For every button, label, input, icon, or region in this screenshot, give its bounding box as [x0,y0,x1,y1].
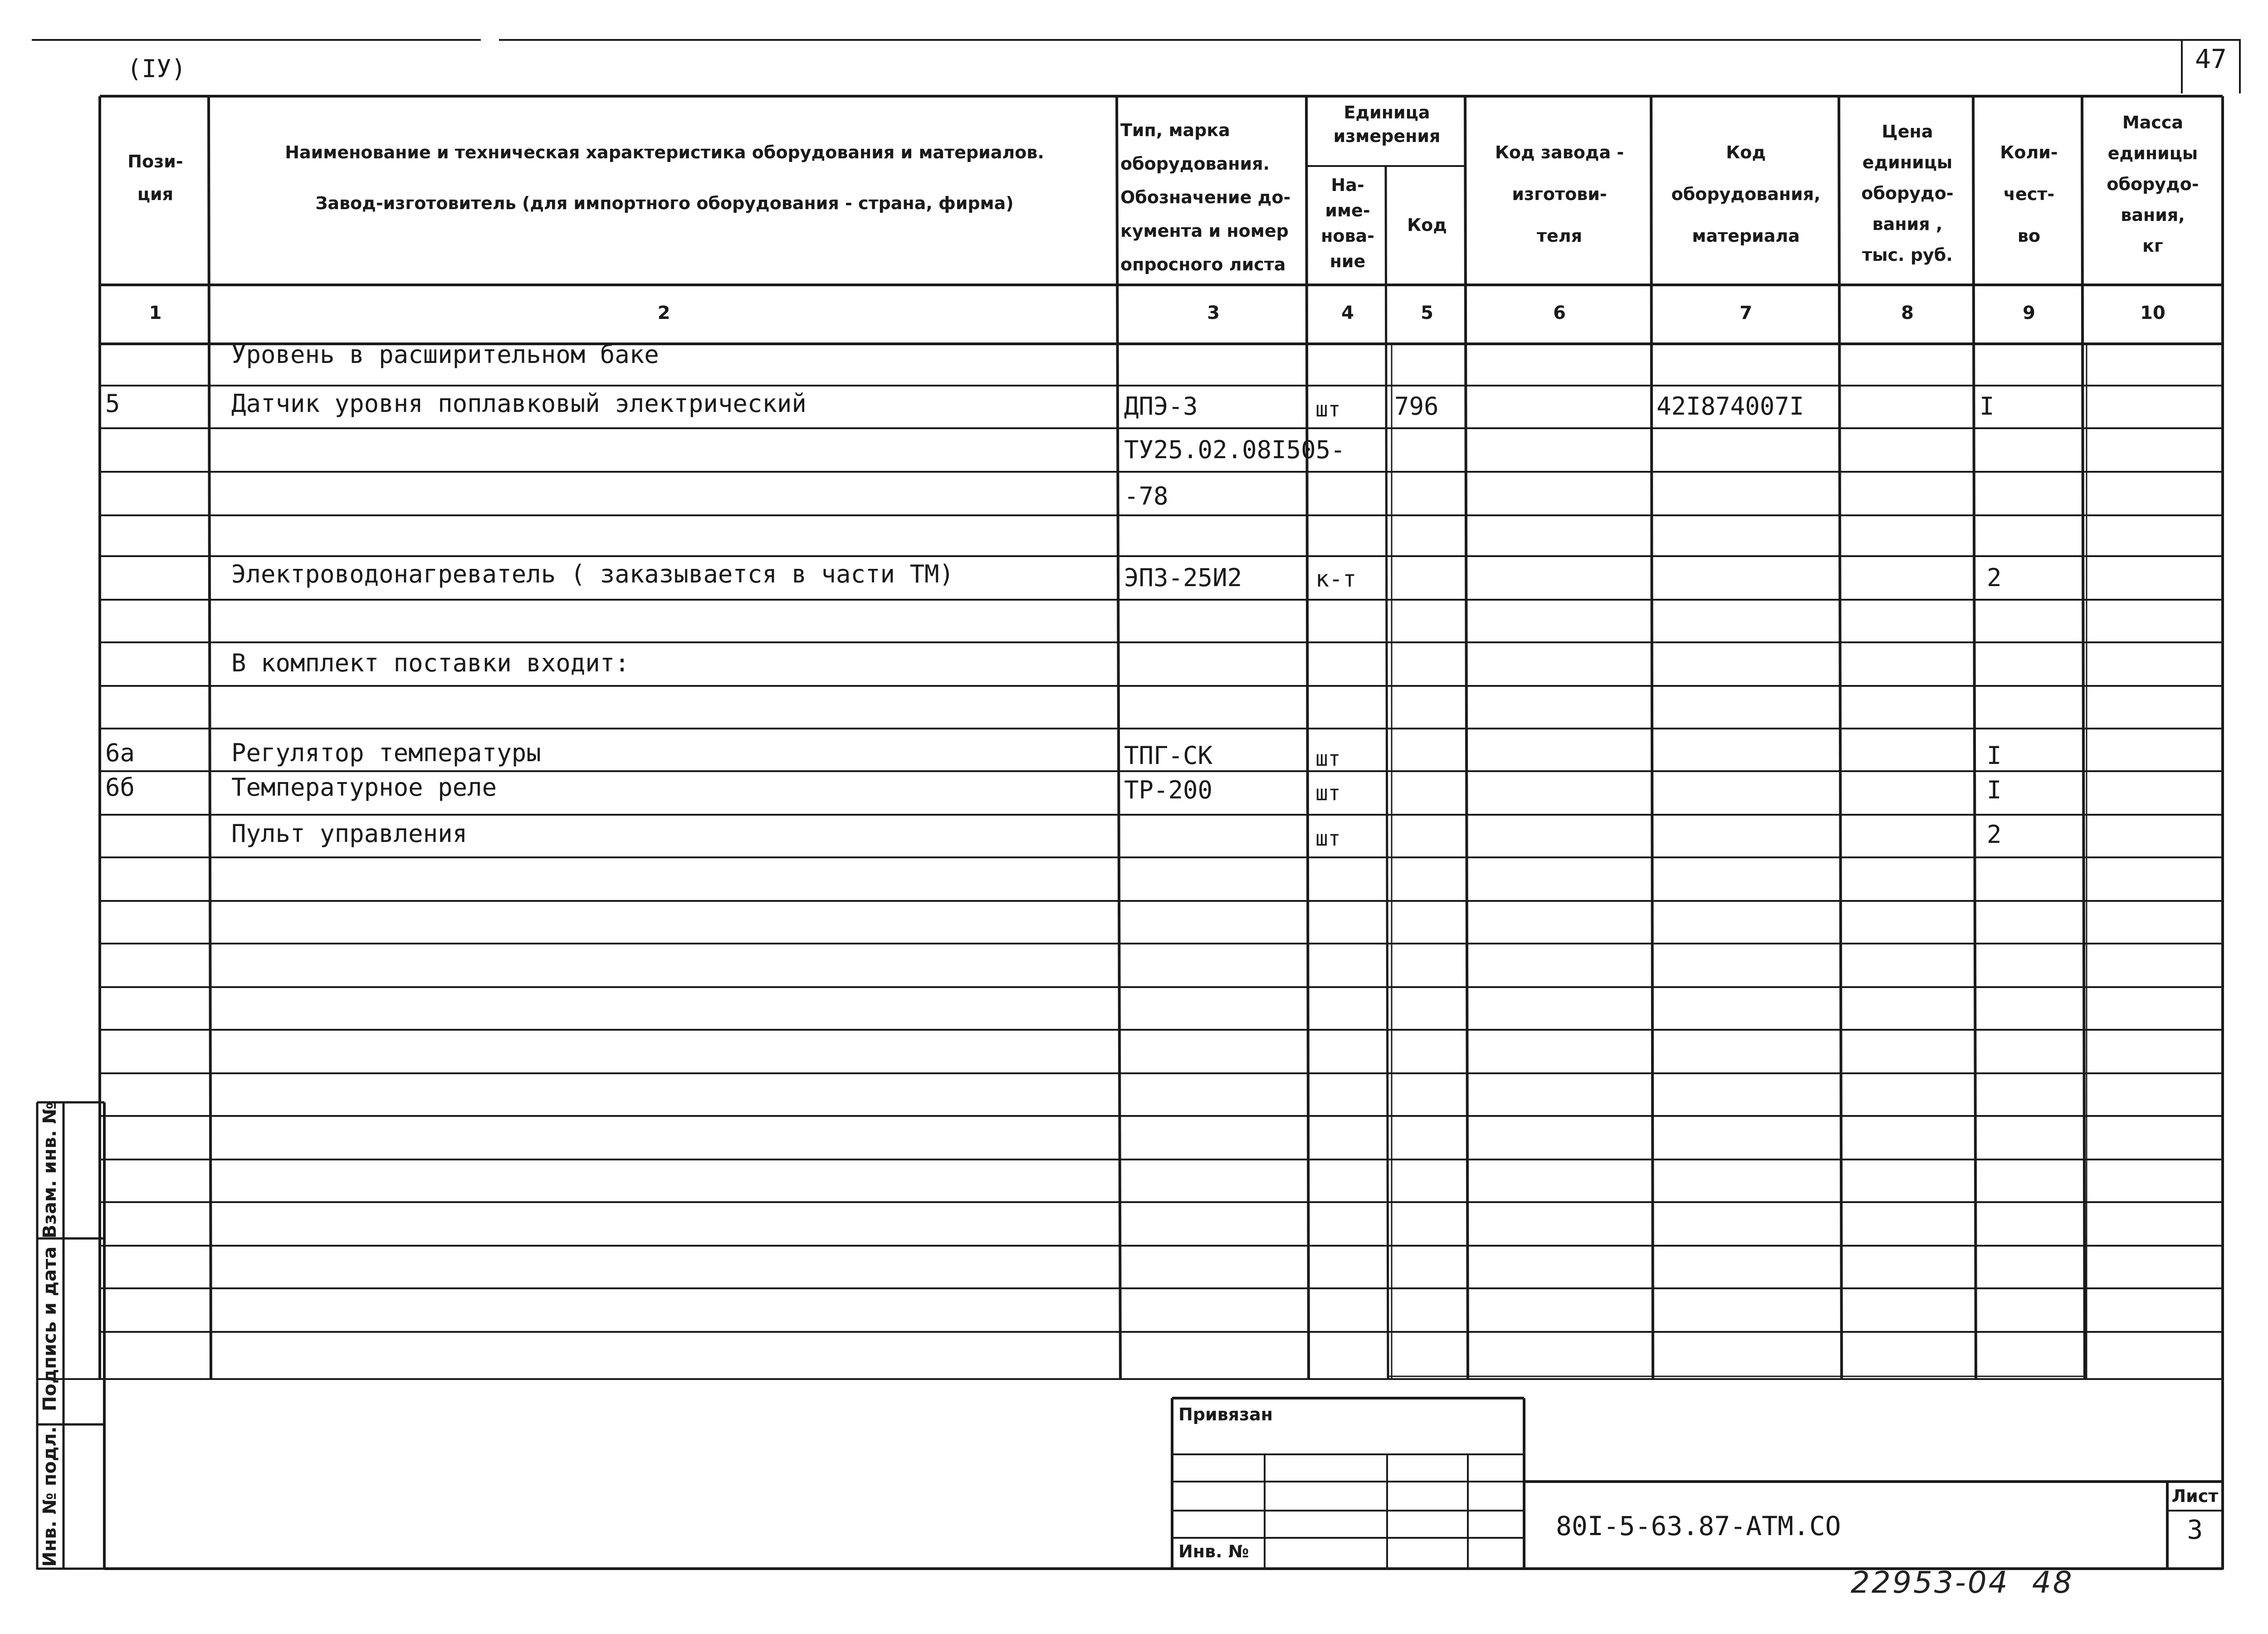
column-number: 2 [657,303,670,323]
sheet-number: 3 [2187,1514,2203,1545]
row-quantity: 2 [1987,820,2002,849]
column-number: 1 [149,303,162,323]
column-number: 5 [1421,303,1433,323]
row-unit: шт [1315,746,1341,771]
header-factory-code: Код завода - изготови- теля [1495,142,1624,246]
header-type: Тип, марка оборудования. Обозначение до- кумента и номер опросного листа [1120,120,1291,274]
sheet-label: Лист [2171,1486,2219,1506]
row-equipment-code: 42I874007I [1657,392,1804,421]
row-type: -78 [1124,482,1168,510]
row-quantity: 2 [1987,563,2002,592]
row-name: Электроводонагреватель ( заказывается в части ТМ) [231,560,954,588]
row-name: Температурное реле [231,773,497,802]
header-price: Цена единицы оборудо- вания , тыс. руб. [1861,122,1954,265]
header-position: Пози- ция [127,152,183,204]
stamp-sign-date: Подпись и дата [39,1246,60,1411]
row-name: Датчик уровня поплавковый электрический [231,389,807,418]
row-unit: шт [1315,826,1341,851]
row-type: ТПГ-СК [1124,741,1213,770]
row-type: ЭПЗ-25И2 [1124,563,1242,592]
header-unit-code: Код [1407,215,1447,235]
row-position: 6а [105,739,135,767]
stamp-replaced-inv: Взам. инв. № [39,1102,60,1238]
row-name: В комплект поставки входит: [231,649,630,677]
header-mass: Масса единицы оборудо- вания, кг [2107,113,2199,256]
row-type: ТУ25.02.08I505- [1124,435,1345,464]
row-type: ТР-200 [1124,776,1213,804]
column-number: 4 [1341,303,1354,323]
header-name: Наименование и техническая характеристика оборудования и материалов. Завод-изготовитель (для импортного оборудования - страна, фирма) [285,142,1044,213]
row-quantity: I [1980,392,1994,421]
row-name: Уровень в расширительном баке [231,340,659,369]
stamp-orig-inv: Инв. № подл. [39,1426,60,1567]
row-position: 6б [105,773,135,802]
row-quantity: I [1987,776,2002,804]
row-position: 5 [105,389,120,418]
row-quantity: I [1987,741,2002,770]
column-number: 6 [1553,303,1566,323]
row-type: ДПЭ-3 [1124,392,1198,421]
column-number: 10 [2140,303,2165,323]
row-unit: шт [1315,397,1341,421]
row-unit: шт [1315,781,1341,805]
bound-label: Привязан [1178,1404,1273,1424]
row-name: Регулятор температуры [231,739,541,767]
row-unit: к-т [1315,566,1357,592]
section-mark: (IУ) [127,54,186,83]
inv-label: Инв. № [1178,1541,1249,1561]
header-equipment-code: Код оборудования, материала [1671,142,1821,246]
row-unit-code: 796 [1394,392,1439,421]
header-unit-name: На- име- нова- ние [1321,175,1374,271]
document-designation: 80I-5-63.87-АТМ.СО [1556,1511,1841,1541]
row-name: Пульт управления [231,819,468,848]
column-number: 8 [1901,303,1914,323]
column-number: 3 [1207,303,1220,323]
header-units-group: Единица измерения [1333,103,1441,146]
page-number: 47 [2195,44,2227,74]
column-number: 7 [1740,303,1752,323]
column-number: 9 [2023,303,2035,323]
handwritten-mark: 22953-04 48 [1851,1565,2074,1600]
header-quantity: Коли- чест- во [2000,142,2058,246]
